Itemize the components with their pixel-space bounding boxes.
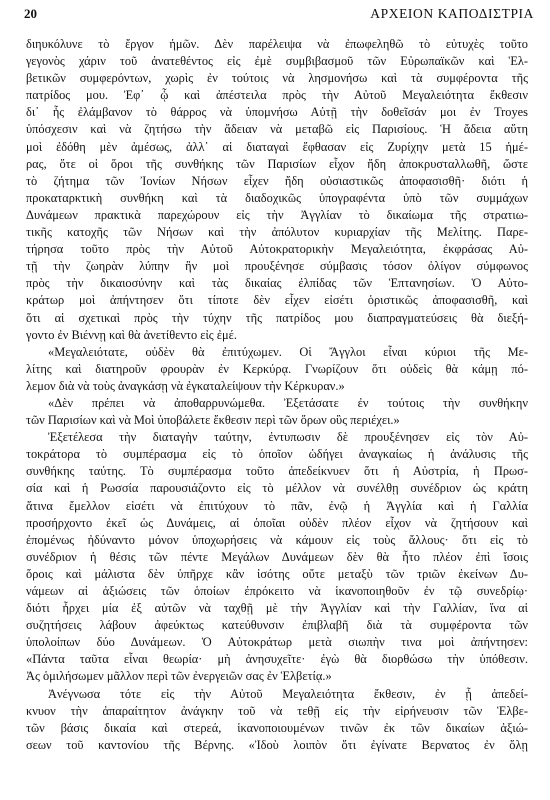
text-line: βετικῶν συμφερόντων, χωρὶς ἐν τούτοις νὰ λησμονήσω καὶ τὰ συμφέροντα τῆς [26, 71, 528, 86]
text-line: Δυνάμεων πρακτικὰ παρεχώρουν εἰς τὴν Ἀγγλίαν τὸ δικαίωμα τῆς στρατιω- [26, 207, 528, 222]
text-line: Ἀς ὁμιλήσωμεν μᾶλλον περὶ τῶν ἐνεργειῶν σας ἐν Ἑλβετίᾳ.» [26, 669, 332, 684]
text-line: γοντο ἐν Βιέννῃ καὶ θὰ ἀνετίθεντο εἰς ἐμέ. [26, 327, 237, 342]
text-line: νάμεων αἱ ἀξιώσεις τῶν ὁποίων ἐπρόκειτο νὰ ἱκανοποιηθοῦν ἐν τῷ συνεδρίῳ· [26, 584, 528, 598]
text-line: δι᾽ ἧς ἐλάμβανον τὸ θάρρος νὰ ὑπομνήσω Αὐτῇ τὴν δοθεῖσάν μοι ἐν Troyes [26, 105, 528, 120]
text-line: Ἐξετέλεσα τὴν διαταγὴν ταύτην, ἐντυπωσιν δὲ προυξένησεν εἰς τὸν Αὐ- [48, 430, 528, 445]
text-line: τοκράτορα τὸ συμπέρασμα εἰς τὸ ὁποῖον ὡδήγει ἀναγκαίως ἡ ἀνάλυσις τῆς [26, 447, 528, 462]
text-line: συνέδριον ἡ θέσις τῶν πέντε Μεγάλων Δυνάμεων δὲν θὰ ἦτο πλέον ἐπὶ ἴσοις [26, 549, 528, 564]
running-head: ΑΡΧΕΙΟΝ ΚΑΠΟΔΙΣΤΡΙΑ [370, 6, 534, 21]
text-line: τῶν Παρισίων καὶ νὰ Μοὶ ὑποβάλετε ἔκθεσιν περὶ τῶν ὅρων οὓς περιέχει.» [26, 413, 400, 428]
text-line: ἐπομένως ἠδύναντο μόνον ὑποχωρήσεις νὰ κάμουν εἰς τοὺς ἄλλους· ὅτι εἰς τὸ [26, 532, 528, 547]
text-line: λίτης καὶ διατηροῦν φρουρὰν ἐν Κερκύρᾳ. Γνωρίζουν ὅτι οὐδεὶς θὰ κάμῃ πό- [26, 361, 528, 376]
text-line: τήρησα τοῦτο πρὸς τὴν Αὐτοῦ Αὐτοκρατορικὴν Μεγαλειότητα, ἐκφράσας Αὐ- [26, 242, 528, 257]
text-line: πατρίδος μου. Ἐφ᾽ ᾧ καὶ ἀπέστειλα πρὸς τὴν Αὐτοῦ Μεγαλειότητα ἔκθεσιν [26, 88, 528, 103]
text-line: ὅτι αἱ σχετικαὶ πρὸς τὴν τύχην τῆς πατρίδος μου διαπραγματεύσεις θὰ διεξή- [26, 310, 528, 325]
text-line: τῶν βάσις δικαία καὶ στερεά, ἱκανοποιουμένων τινῶν ἐκ τῶν δικαίων ἀξιώ- [26, 720, 528, 735]
text-line: Ἀνέγνωσα τότε εἰς τὴν Αὐτοῦ Μεγαλειότητα ἔκθεσιν, ἐν ᾗ ἀπεδεί- [48, 686, 528, 701]
text-line: προσήρχοντο ἐκεῖ ὡς Δυνάμεις, αἱ ὁποῖαι οὐδὲν πλέον εἶχον νὰ ζητήσουν καὶ [26, 515, 528, 530]
body-text [26, 36, 528, 754]
text-line: «Μεγαλειότατε, οὐδὲν θὰ ἐπιτύχωμεν. Οἱ Ἄγγλοι εἶναι κύριοι τῆς Με- [48, 344, 528, 359]
paragraph [26, 686, 528, 754]
page-header [24, 4, 534, 26]
text-line: διηυκόλυνε τὸ ἔργον ἡμῶν. Δὲν παρέλειψα νὰ ἐπωφεληθῶ τὸ εὐτυχὲς τοῦτο [26, 37, 528, 51]
text-line: κράτωρ μοὶ ἀπήντησεν ὅτι τίποτε δὲν εἶχεν εἰσέτι ὁριστικῶς ἀποφασισθῆ, καὶ [26, 293, 528, 308]
page-number: 20 [24, 6, 37, 21]
text-line: «Δὲν πρέπει νὰ ἀποθαρρυνώμεθα. Ἐξετάσατε ἐν τούτοις τὴν συνθήκην [48, 395, 528, 410]
text-line: διότι ἦρχει μία ἐξ αὐτῶν νὰ ταχθῇ μὲ τὴν Ἀγγλίαν καὶ τὴν Γαλλίαν, ἵνα αἱ [26, 601, 528, 616]
text-line: λεμον διὰ νὰ τοὺς ἀναγκάσῃ νὰ ἐγκαταλείψουν τὴν Κέρκυραν.» [26, 378, 345, 393]
text-line: προκαταρκτικὴ συνθήκη καὶ τὰ διαδοχικῶς ὑπογραφέντα ὑπὸ τῶν συμμάχων [26, 190, 528, 205]
text-line: ὑπόσχεσιν καὶ νὰ ζητήσω τὴν ἄδειαν νὰ μεταβῶ εἰς Παρισίους. Ἡ ἄδεια αὕτη [26, 122, 528, 137]
text-line: πρὸς τὴν δικαιοσύνην καὶ τὰς δικαίας ἐλπίδας τῶν Ἑπτανησίων. Ὁ Αὐτο- [26, 276, 528, 291]
text-line: τῇ τὴν ζωηρὰν λύπην ἣν μοὶ προυξένησε σύμβασις τόσον ὀλίγον σύμφωνος [26, 259, 528, 274]
text-line: τικῆς κατοχῆς τῶν Νήσων καὶ τὴν ἀπόλυτον κυριαρχίαν τῆς Μελίτης. Παρε- [26, 225, 528, 240]
text-line: σεων τοῦ καντονίου τῆς Βέρνης. «Ἰδοὺ λοιπὸν ὅτι ἐγίνατε Βερνατος ἐν ὅλῃ [26, 737, 528, 752]
paragraph [26, 395, 528, 429]
paragraph [26, 36, 528, 344]
text-line: γεγονὸς χάριν τοῦ ἀνατεθέντος εἰς ἐμὲ συμβιβασμοῦ τῶν Εὐρωπαϊκῶν καὶ Ἑλ- [26, 54, 528, 69]
text-line: «Πάντα ταῦτα εἶναι θεωρία· μὴ ἀνησυχεῖτε· ἐγὼ θὰ διορθώσω τὴν ὑπόθεσιν. [26, 652, 528, 667]
text-line: ὑπολοίπων δύο Δυνάμεων. Ὁ Αὐτοκράτωρ μετὰ σιωπὴν τινα μοὶ ἀπήντησεν: [26, 635, 528, 650]
text-line: συζητήσεις λάβουν ἀφεύκτως κατεύθυνσιν ἐπιβλαβῆ διὰ τὰ συμφέροντα τῶν [26, 618, 528, 633]
paragraph [26, 344, 528, 395]
paragraph [26, 429, 528, 685]
text-line: τὸ ζήτημα τῶν Ἰονίων Νήσων εἶχεν ἤδη οὐσιαστικῶς ἀποφασισθῆ· διότι ἡ [26, 173, 528, 188]
text-line: ὅροις καὶ μάλιστα δὲν ὑπῆρχε κἂν ἰσότης οὔτε μεταξὺ τῶν τριῶν ἐκείνων Δυ- [26, 566, 528, 581]
text-line: ἅτινα ἔμελλον εἰσέτι νὰ ἐπιτύχουν τὸ πᾶν, ἐνῷ ἡ Ἀγγλία καὶ ἡ Γαλλία [26, 498, 528, 513]
text-line: σία καὶ ἡ Ρωσσία παρουσιάζοντο εἰς τὸ μέλλον νὰ συνέλθῃ συνέδριον ὡς κράτη [26, 481, 528, 496]
text-line: κνυον τὴν ἀπαραίτητον ἀνάγκην τοῦ νὰ τεθῇ εἰς τὴν εἰρήνευσιν τῶν Ἑλβε- [26, 703, 528, 718]
text-line: μοὶ ἐδόθη μὲν ἀμέσως, ἀλλ᾽ αἱ διαταγαὶ ἔφθασαν εἰς Ζυρίχην μετὰ 15 ἡμέ- [26, 139, 528, 154]
text-line: ρας, ὅτε οἱ ὅροι τῆς συνθήκης τῶν Παρισίων εἶχον ἤδη ἀποκρυσταλλωθῆ, ὥστε [26, 156, 528, 171]
text-line: συνθήκης ταύτης. Τὸ συμπέρασμα τοῦτο ἀπεδείκνυεν ὅτι ἡ Αὐστρία, ἡ Πρωσ- [26, 464, 528, 479]
